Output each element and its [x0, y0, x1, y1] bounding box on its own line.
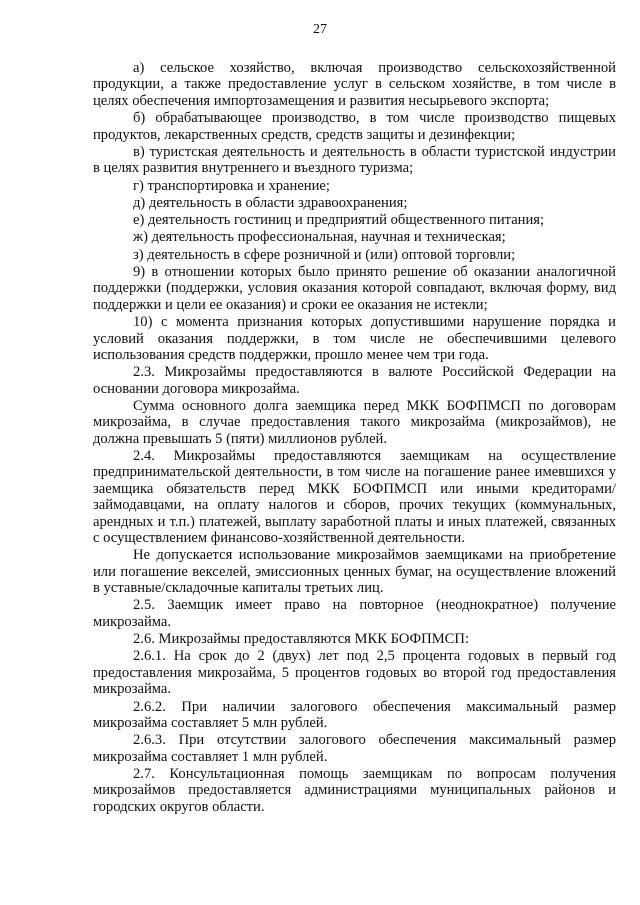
paragraph: ж) деятельность профессиональная, научная и техническая; [133, 229, 506, 246]
paragraph: а) сельское хозяйство, включая производство сельскохозяйственной продукции, а также предоставление услуг в сельском хозяйстве, в том числе в целях обеспечения импортозамещения и развития несырьевого экспорта; [93, 60, 616, 109]
paragraph: Сумма основного долга заемщика перед МКК БОФПМСП по договорам микрозайма, в случае предоставления такого микрозайма (микрозаймов), не должна превышать 5 (пяти) миллионов рублей. [93, 397, 616, 447]
paragraph: 2.6. Микрозаймы предоставляются МКК БОФПМСП: [133, 631, 469, 648]
paragraph: 2.5. Заемщик имеет право на повторное (неоднократное) получение микрозайма. [93, 597, 616, 630]
paragraph: з) деятельность в сфере розничной и (или) оптовой торговли; [133, 246, 516, 263]
paragraph: д) деятельность в области здравоохранения; [133, 194, 408, 211]
paragraph: 2.3. Микрозаймы предоставляются в валюте Российской Федерации на основании договора микрозайма. [93, 364, 616, 397]
paragraph: е) деятельность гостиниц и предприятий общественного питания; [133, 212, 545, 229]
paragraph: 2.4. Микрозаймы предоставляются заемщикам на осуществление предпринимательской деятельности, в том числе на погашение ранее имевшихся у заемщика обязательств перед МКК БОФПМСП или иными кредиторами/займодавцами, на оплату налогов и сборов, прочих текущих (коммунальных, арендных и т.п.) платежей, выплату заработной платы и иных платежей, связанных с осуществлением финансово-хозяйственной деятельности. [93, 448, 616, 547]
paragraph: в) туристская деятельность и деятельность в области туристской индустрии в целях развития внутреннего и въездного туризма; [93, 143, 616, 177]
paragraph: 2.6.1. На срок до 2 (двух) лет под 2,5 процента годовых в первый год предоставления микрозайма, 5 процентов годовых во второй год предоставления микрозайма. [93, 648, 616, 698]
paragraph: 2.6.2. При наличии залогового обеспечения максимальный размер микрозайма составляет 5 млн рублей. [93, 698, 616, 731]
paragraph: 10) с момента признания которых допустившими нарушение порядка и условий оказания поддержки, в том числе не обеспечившими целевого использования средств поддержки, прошло менее чем три года. [93, 314, 616, 363]
paragraph: б) обрабатывающее производство, в том числе производство пищевых продуктов, лекарственных средств, средств защиты и дезинфекции; [93, 110, 616, 143]
paragraph: 9) в отношении которых было принято решение об оказании аналогичной поддержки (поддержки, условия оказания которой совпадают, включая форму, вид поддержки и цели ее оказания) и сроки ее оказания не истекли; [93, 264, 616, 313]
paragraph: Не допускается использование микрозаймов заемщиками на приобретение или погашение векселей, эмиссионных ценных бумаг, на осуществление вложений в уставные/складочные капиталы третьих лиц. [93, 547, 616, 597]
document-body [93, 60, 616, 816]
paragraph: 2.6.3. При отсутствии залогового обеспечения максимальный размер микрозайма составляет 1 млн рублей. [93, 732, 616, 765]
paragraph: г) транспортировка и хранение; [133, 177, 330, 194]
page-number: 27 [313, 22, 327, 37]
paragraph: 2.7. Консультационная помощь заемщикам по вопросам получения микрозаймов предоставляется администрациями муниципальных районов и городских округов области. [93, 765, 616, 815]
